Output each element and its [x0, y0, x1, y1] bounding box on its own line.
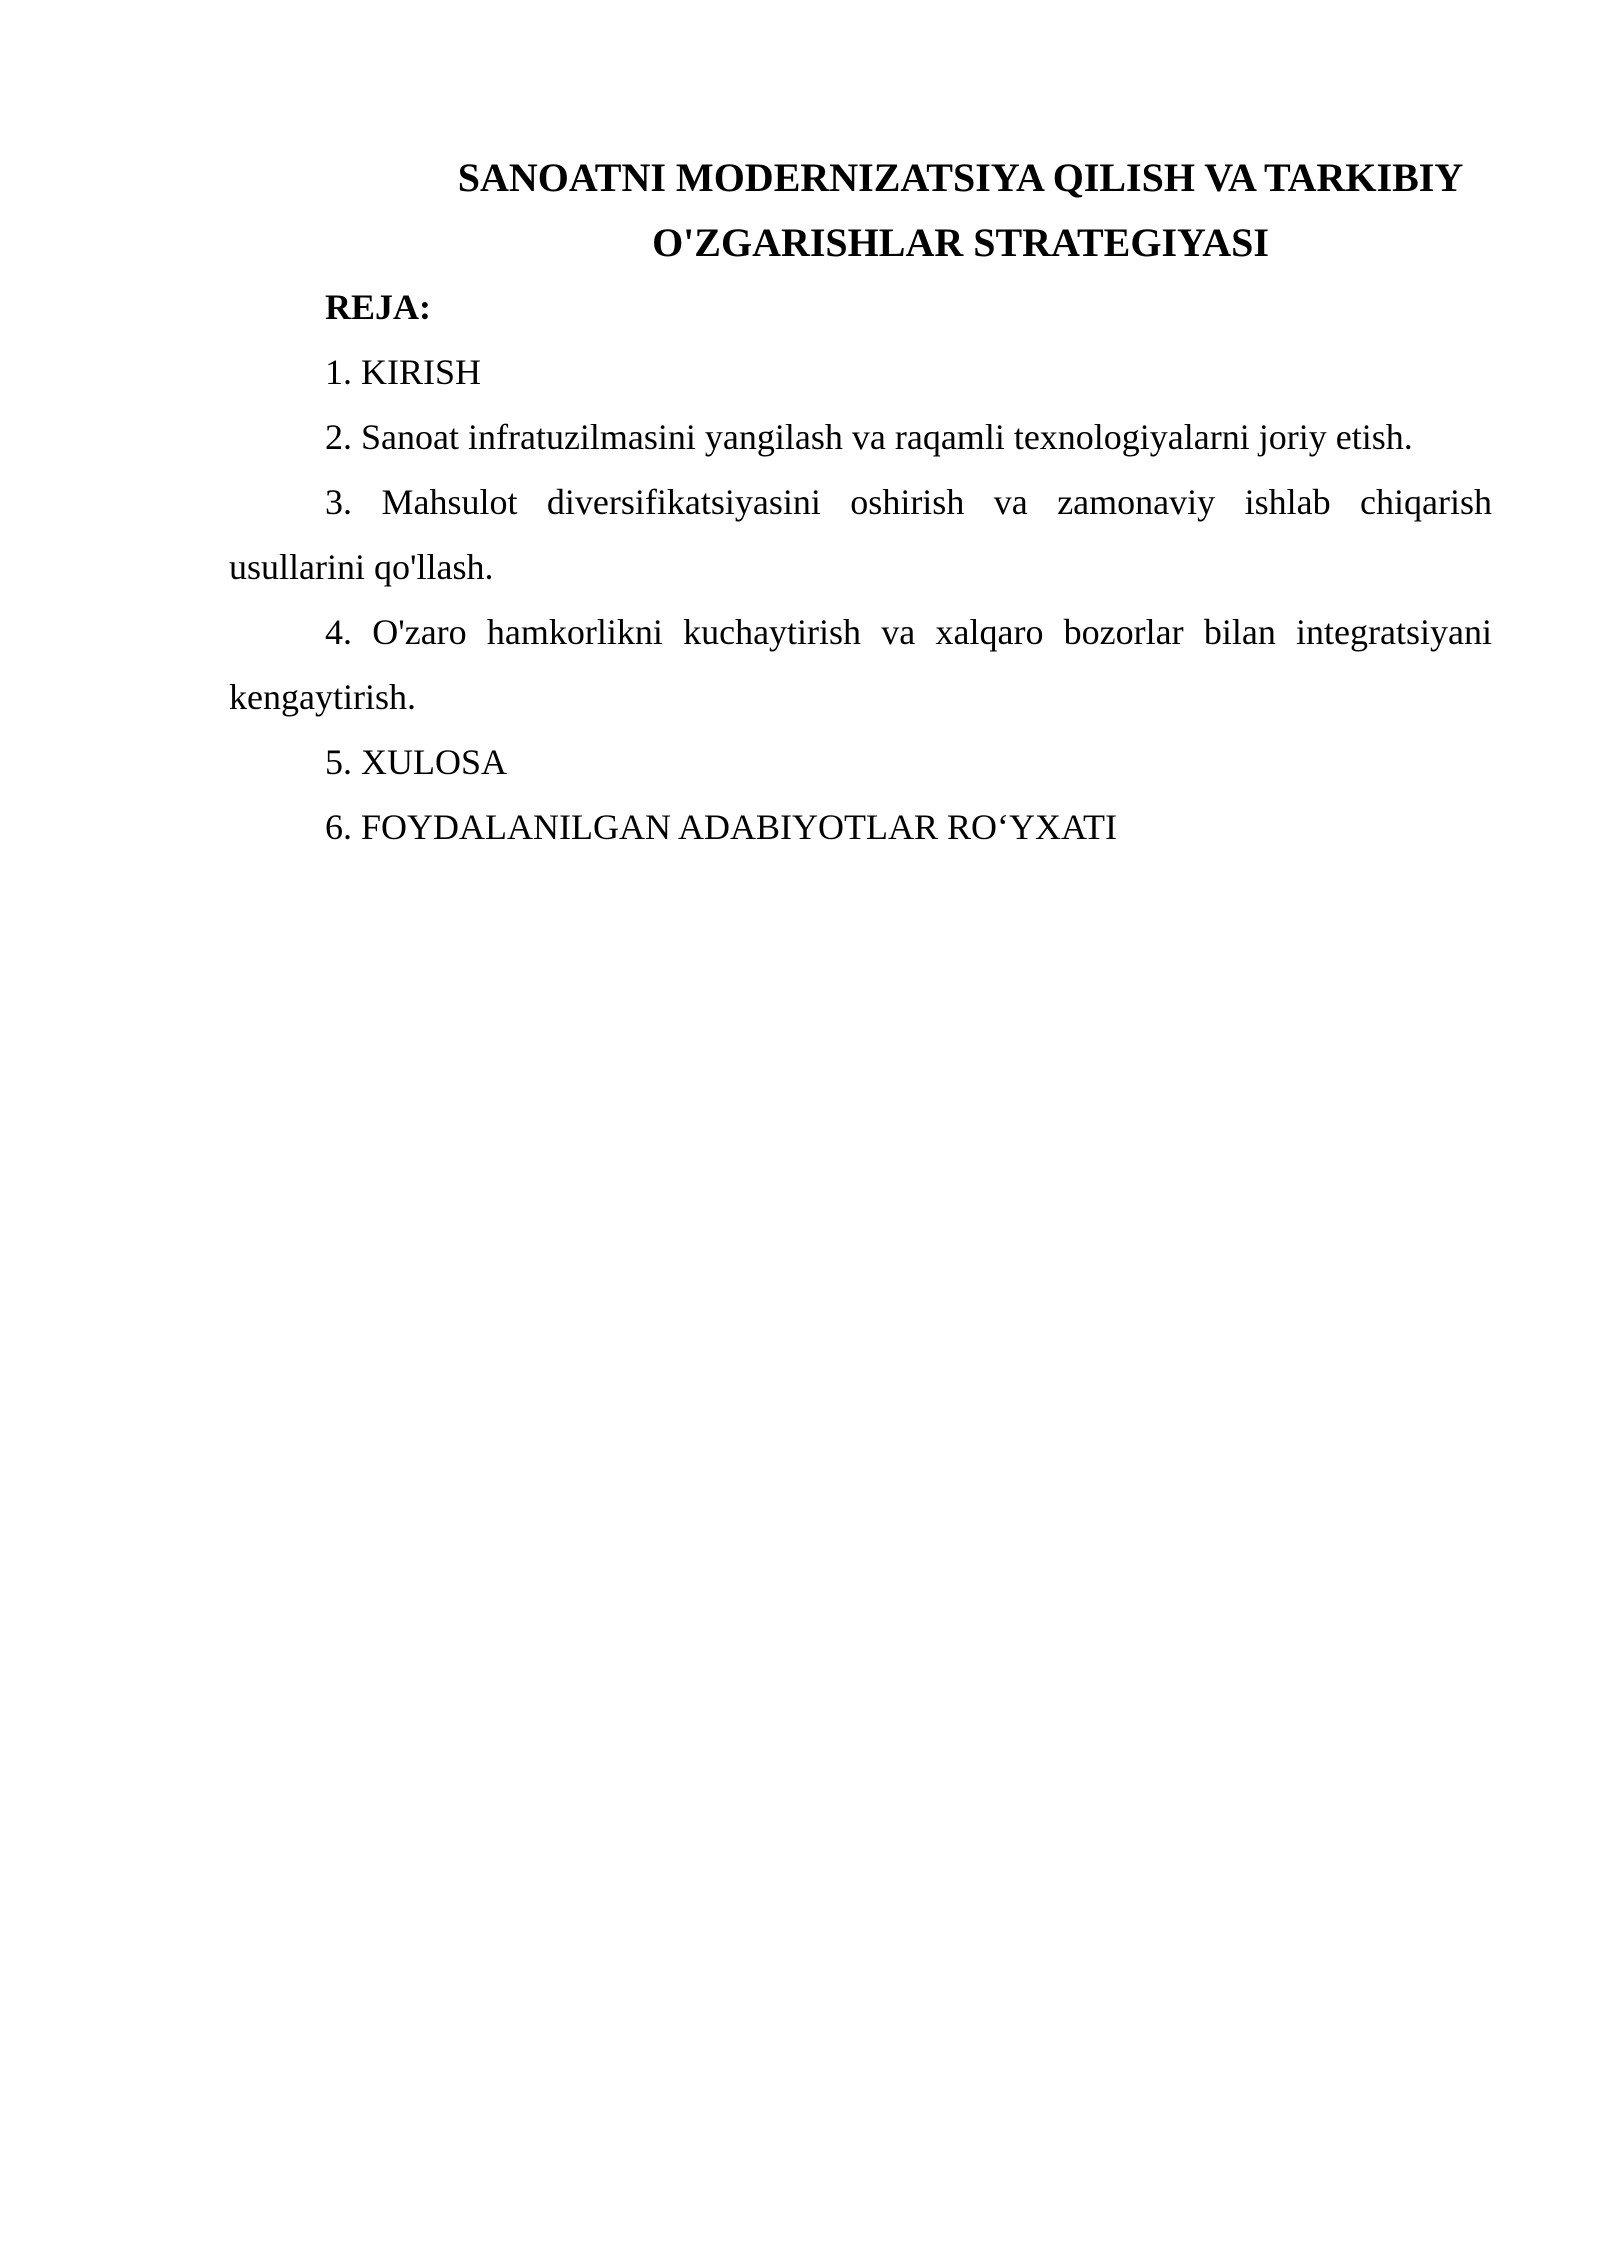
- plan-item-4: 4. O'zaro hamkorlikni kuchaytirish va xalqaro bozorlar bilan integratsiyani kengaytirish.: [229, 612, 1492, 717]
- document-title: [229, 145, 1492, 275]
- title-line-1: SANOATNI MODERNIZATSIYA QILISH VA TARKIBIY: [457, 155, 1464, 200]
- plan-item-3: 3. Mahsulot diversifikatsiyasini oshirish va zamonaviy ishlab chiqarish usullarini qo'llash.: [229, 482, 1492, 587]
- plan-item-2: 2. Sanoat infratuzilmasini yangilash va raqamli texnologiyalarni joriy etish.: [325, 417, 1413, 457]
- plan-item-1: 1. KIRISH: [325, 352, 482, 392]
- plan-heading: REJA:: [325, 287, 431, 327]
- plan-item-6: 6. FOYDALANILGAN ADABIYOTLAR RO‘YXATI: [325, 807, 1117, 847]
- plan-item-5: 5. XULOSA: [325, 742, 508, 782]
- page-content: [229, 145, 1492, 860]
- title-line-2: O'ZGARISHLAR STRATEGIYASI: [652, 220, 1269, 265]
